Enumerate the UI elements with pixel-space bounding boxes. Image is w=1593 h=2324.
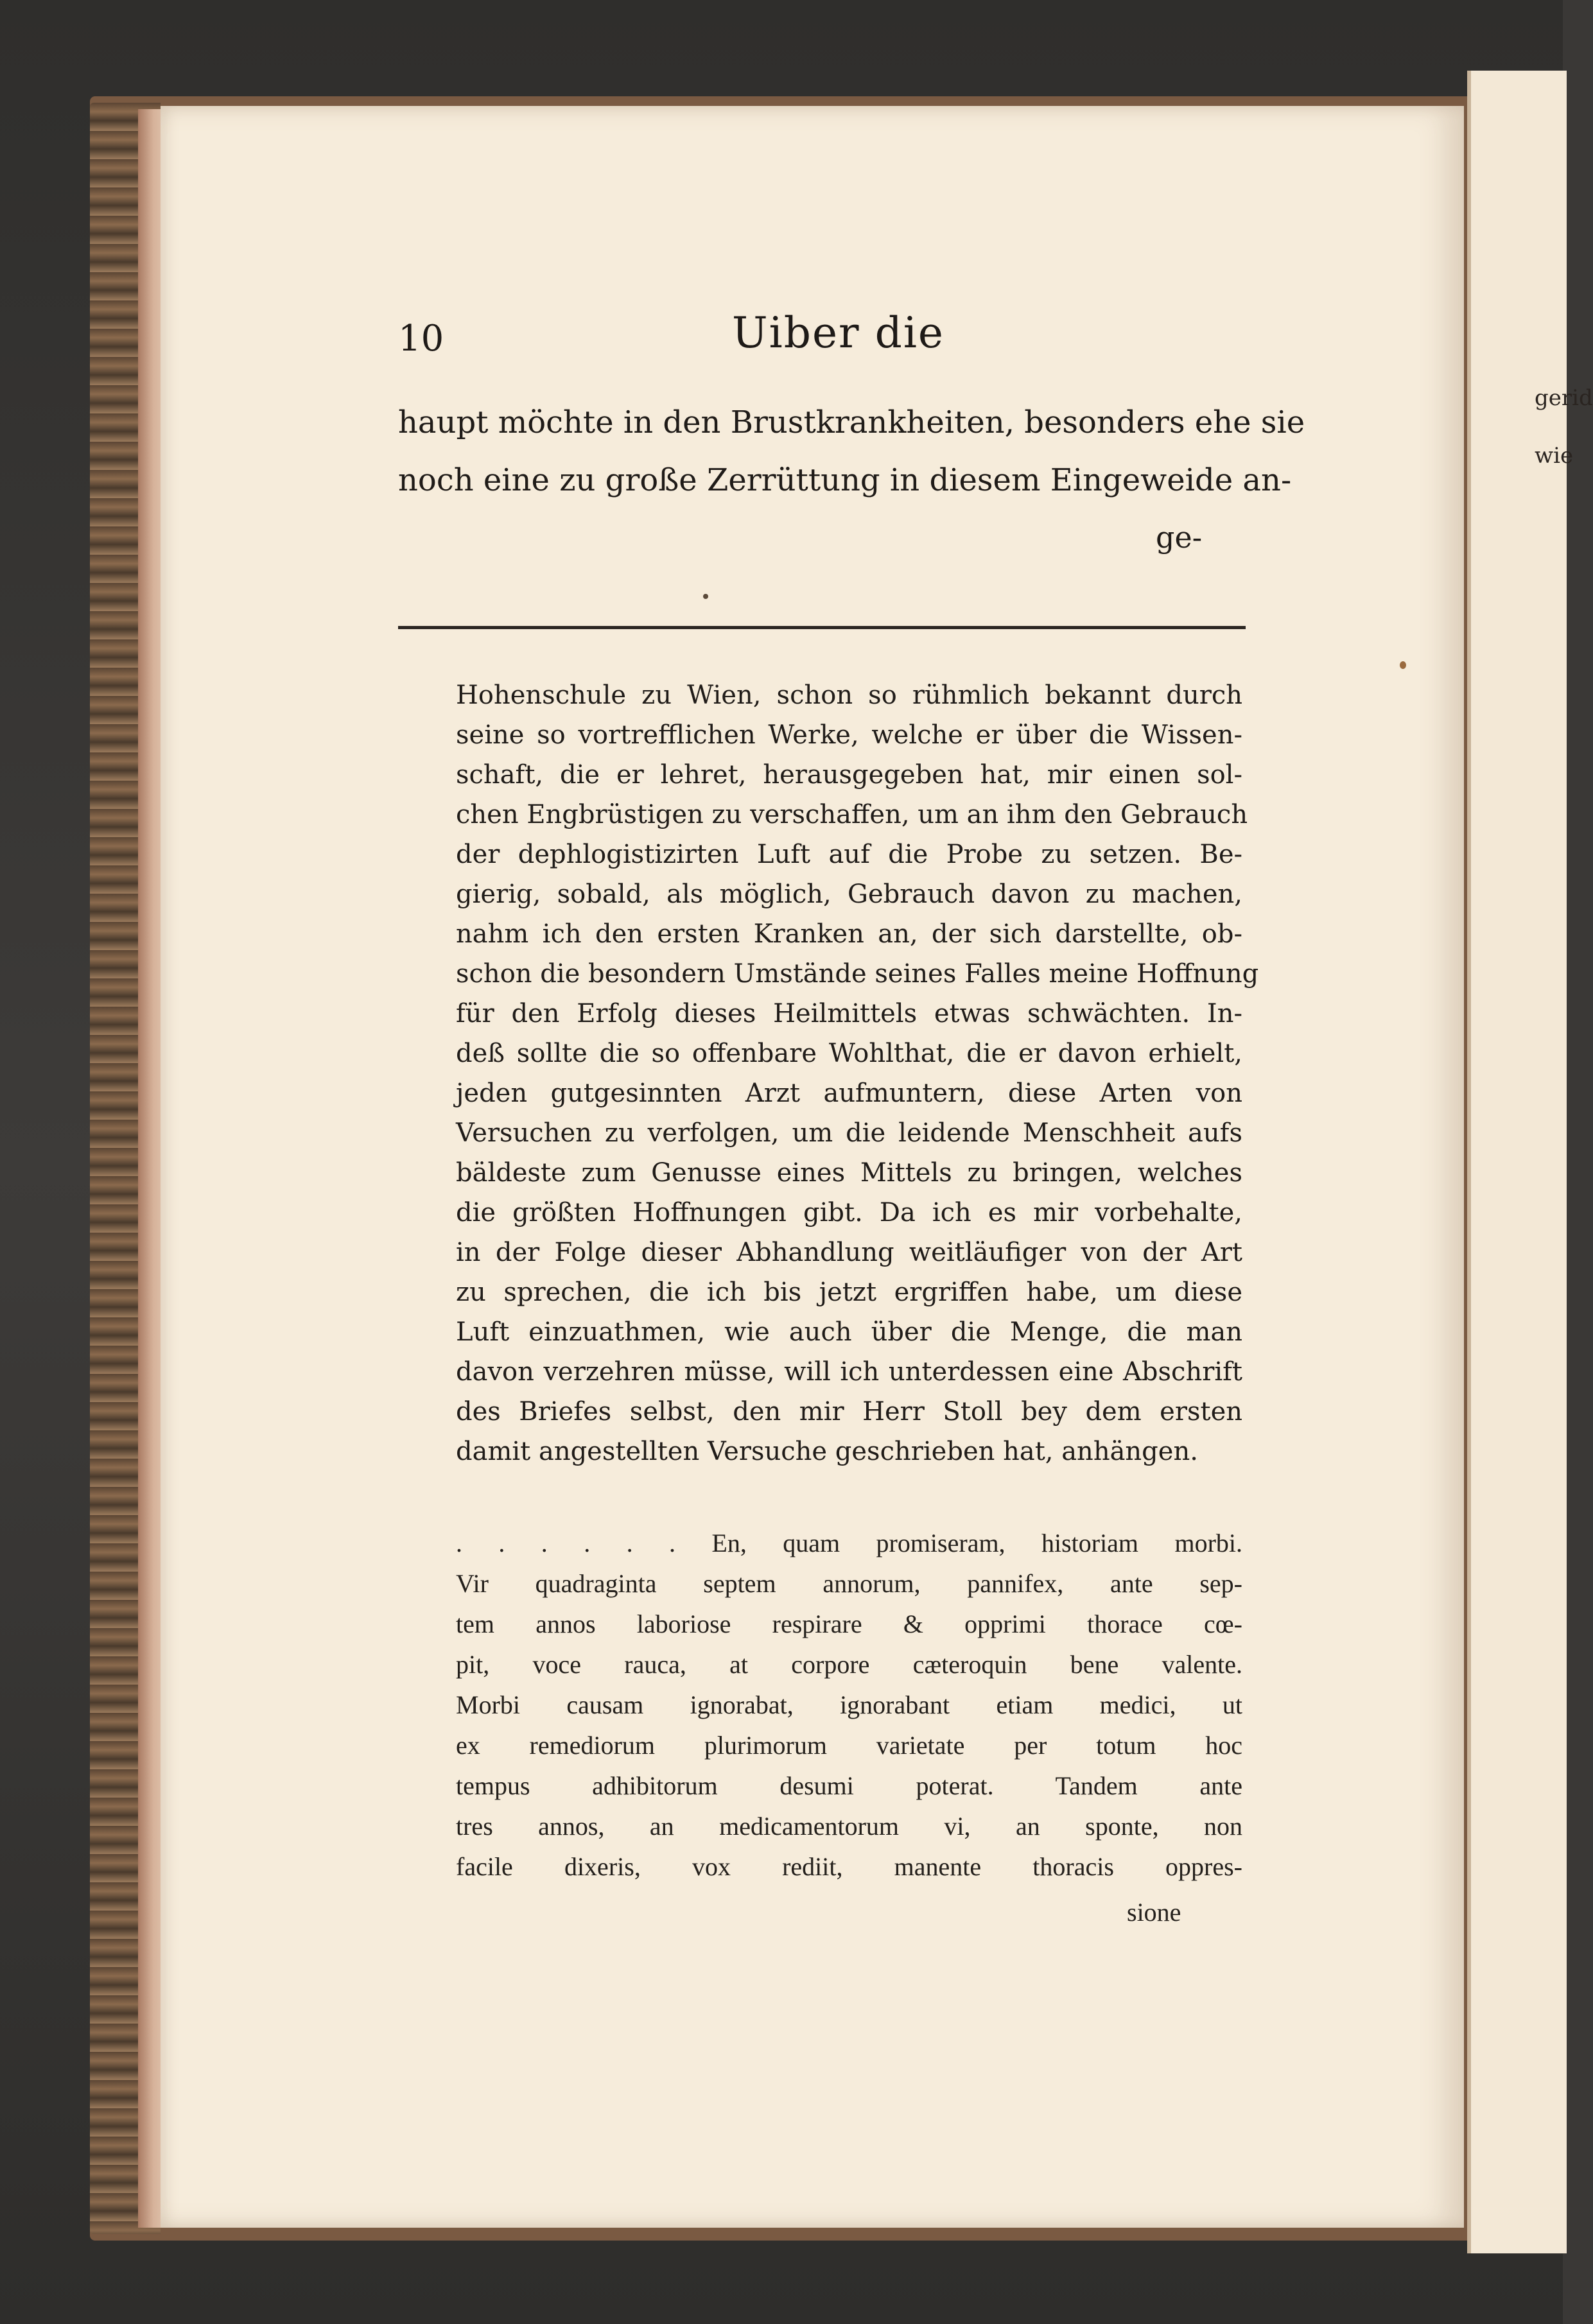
footnote-line: die größten Hoffnungen gibt. Da ich es mir vorbehalte, <box>456 1198 1242 1227</box>
footnote-line: nahm ich den ersten Kranken an, der sich darstellte, ob- <box>456 919 1242 949</box>
latin-letter-line: . . . . . . En, quam promiseram, historiam morbi. <box>456 1529 1242 1557</box>
footnote-line: seine so vortrefflichen Werke, welche er über die Wissen- <box>456 720 1242 750</box>
running-head: Uiber die <box>732 308 944 358</box>
latin-letter-line: Vir quadraginta septem annorum, pannifex, ante sep- <box>456 1569 1242 1598</box>
footnote-line: bäldeste zum Genusse eines Mittels zu bringen, welches <box>456 1158 1242 1188</box>
latin-letter-line: tem annos laboriose respirare & opprimi thorace cœ- <box>456 1609 1242 1638</box>
footnote-line: Versuchen zu verfolgen, um die leidende Menschheit aufs <box>456 1118 1242 1148</box>
latin-letter-line: tempus adhibitorum desumi poterat. Tandem ante <box>456 1771 1242 1800</box>
body-text-line: haupt möchte in den Brustkrankheiten, besonders ehe sie <box>398 404 1305 440</box>
footnote-rule <box>398 626 1246 629</box>
catchword: sione <box>1127 1898 1181 1927</box>
facing-page-fragment: gerid <box>1535 385 1593 411</box>
catchword: ge- <box>1156 520 1203 555</box>
footnote-line: schon die besondern Umstände seines Falles meine Hoffnung <box>456 959 1259 989</box>
footnote-line: in der Folge dieser Abhandlung weitläufiger von der Art <box>456 1238 1242 1267</box>
footnote-line: zu sprechen, die ich bis jetzt ergriffen habe, um diese <box>456 1278 1242 1307</box>
page-number: 10 <box>398 318 444 360</box>
footnote-line: chen Engbrüstigen zu verschaffen, um an ihm den Gebrauch <box>456 800 1248 829</box>
footnote-line: für den Erfolg dieses Heilmittels etwas schwächten. In- <box>456 999 1242 1028</box>
ink-spot <box>703 594 708 599</box>
footnote-line: des Briefes selbst, den mir Herr Stoll bey dem ersten <box>456 1397 1242 1426</box>
latin-letter-line: facile dixeris, vox rediit, manente thoracis oppres- <box>456 1852 1242 1881</box>
footnote-line: gierig, sobald, als möglich, Gebrauch davon zu machen, <box>456 880 1242 909</box>
footnote-line: Hohenschule zu Wien, schon so rühmlich bekannt durch <box>456 681 1242 710</box>
latin-letter-line: Morbi causam ignorabat, ignorabant etiam medici, ut <box>456 1690 1242 1719</box>
footnote-line: der dephlogistizirten Luft auf die Probe zu setzen. Be- <box>456 840 1242 869</box>
foxing-spot <box>1400 661 1406 669</box>
footnote-line: deß sollte die so offenbare Wohlthat, die er davon erhielt, <box>456 1039 1242 1068</box>
footnote-line: schaft, die er lehret, herausgegeben hat, mir einen sol- <box>456 760 1242 790</box>
latin-letter-line: tres annos, an medicamentorum vi, an sponte, non <box>456 1812 1242 1841</box>
footnote-line: jeden gutgesinnten Arzt aufmuntern, diese Arten von <box>456 1079 1242 1108</box>
footnote-line: damit angestellten Versuche geschrieben hat, anhängen. <box>456 1437 1198 1466</box>
facing-page-fragment: wie <box>1535 443 1574 469</box>
body-text-line: noch eine zu große Zerrüttung in diesem Eingeweide an- <box>398 462 1292 498</box>
footnote-line: davon verzehren müsse, will ich unterdessen eine Abschrift <box>456 1357 1242 1387</box>
latin-letter-line: pit, voce rauca, at corpore cæteroquin bene valente. <box>456 1650 1242 1679</box>
footnote-line: Luft einzuathmen, wie auch über die Menge, die man <box>456 1317 1242 1347</box>
latin-letter-line: ex remediorum plurimorum varietate per totum hoc <box>456 1731 1242 1760</box>
